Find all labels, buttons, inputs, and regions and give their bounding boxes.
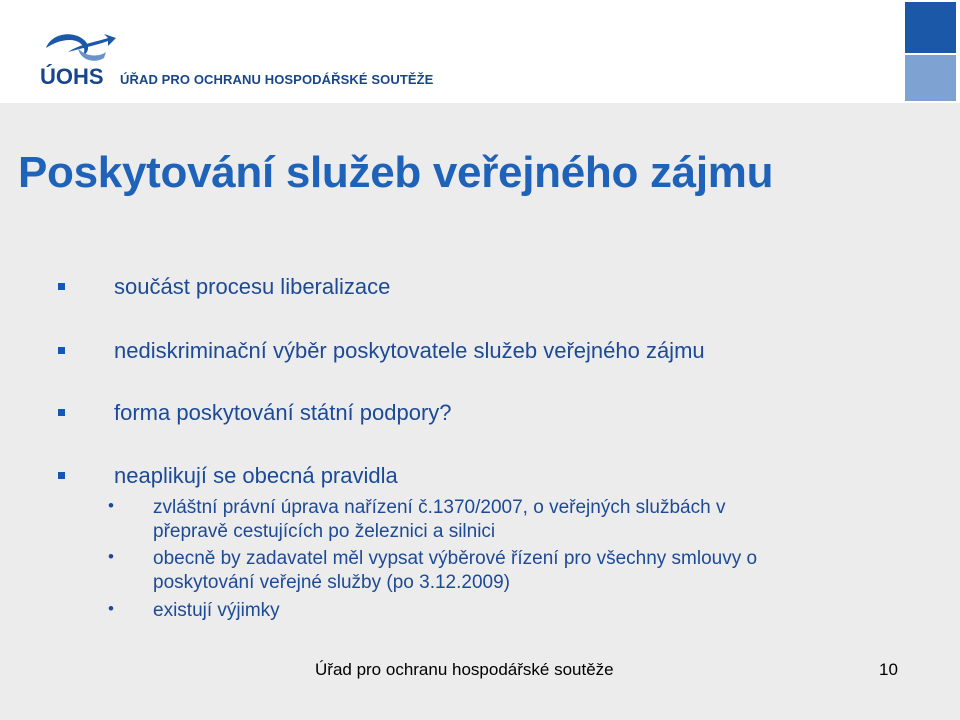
corner-square-dark: [905, 2, 956, 53]
square-bullet-icon: [58, 472, 65, 479]
uohs-logo: [38, 26, 128, 88]
sub-bullet-line: poskytování veřejné služby (po 3.12.2009): [153, 572, 510, 593]
corner-square-light: [905, 55, 956, 101]
footer-organization: Úřad pro ochranu hospodářské soutěže: [315, 660, 614, 679]
bullet-text: součást procesu liberalizace: [114, 274, 391, 299]
square-bullet-icon: [58, 347, 65, 354]
dot-bullet-icon: •: [108, 496, 114, 515]
sub-bullet-line: zvláštní právní úprava nařízení č.1370/2007, o veřejných službách v: [153, 497, 726, 518]
slide-title: Poskytování služeb veřejného zájmu: [18, 148, 774, 197]
sub-bullet-line: existují výjimky: [153, 600, 280, 621]
svg-text:ÚOHS: ÚOHS: [40, 64, 104, 88]
sub-bullet-line: přepravě cestujících po železnici a silnici: [153, 521, 496, 542]
page-number: 10: [879, 660, 898, 679]
organization-name: ÚŘAD PRO OCHRANU HOSPODÁŘSKÉ SOUTĚŽE: [120, 72, 434, 87]
uohs-logo-icon: [38, 26, 128, 88]
dot-bullet-icon: •: [108, 547, 114, 566]
dot-bullet-icon: •: [108, 599, 114, 618]
sub-bullet-text: [153, 599, 280, 623]
sub-bullet-line: obecně by zadavatel měl vypsat výběrové řízení pro všechny smlouvy o: [153, 548, 758, 569]
bullet-text: neaplikují se obecná pravidla: [114, 463, 398, 488]
bullet-text: forma poskytování státní podpory?: [114, 400, 452, 425]
sub-bullet-text: [153, 496, 725, 544]
slide-header: [0, 0, 960, 103]
square-bullet-icon: [58, 283, 65, 290]
bullet-text: nediskriminační výběr poskytovatele služeb veřejného zájmu: [114, 338, 705, 363]
sub-bullet-text: [153, 547, 757, 595]
square-bullet-icon: [58, 409, 65, 416]
